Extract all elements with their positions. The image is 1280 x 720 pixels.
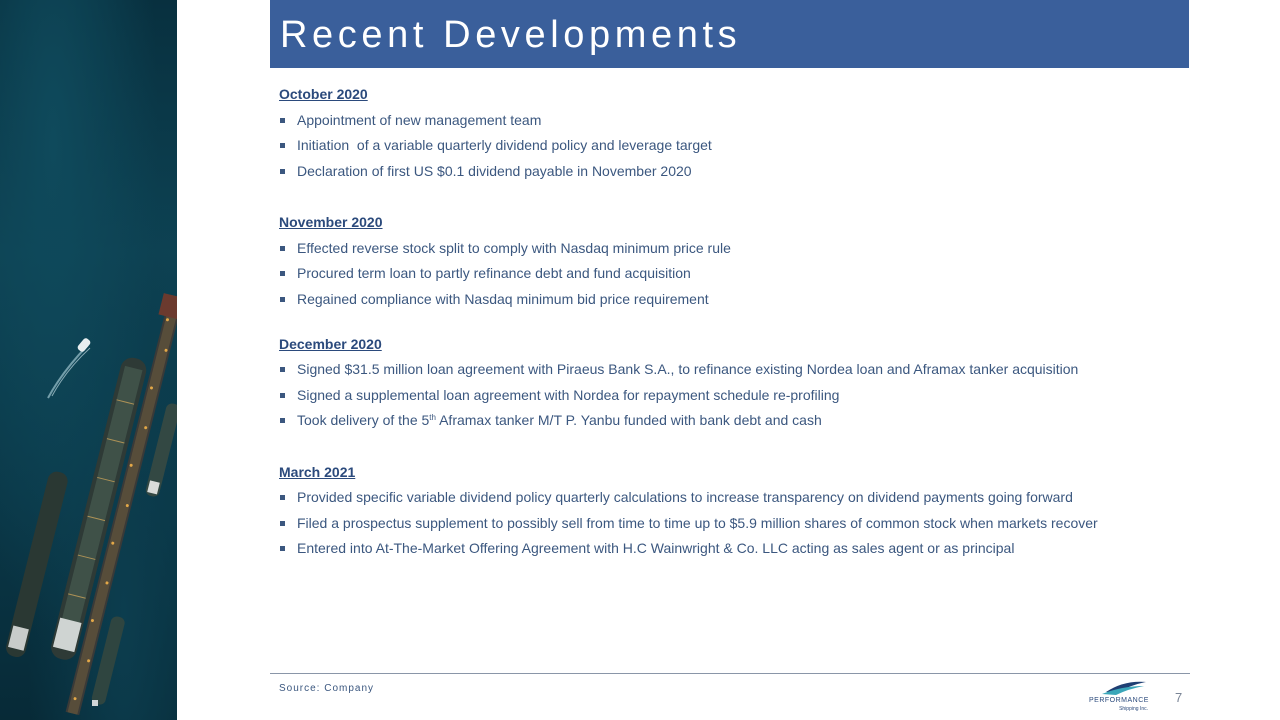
page-title: Recent Developments — [280, 14, 742, 56]
square-bullet-icon — [280, 118, 285, 123]
square-bullet-icon — [280, 521, 285, 526]
section-heading-november-2020: November 2020 — [279, 214, 383, 230]
square-bullet-icon — [280, 169, 285, 174]
source-note: Source: Company — [279, 683, 375, 694]
square-bullet-icon — [280, 393, 285, 398]
performance-ship-logo — [1086, 676, 1152, 716]
aerial-tanker-photo — [0, 0, 177, 720]
footer-divider — [270, 673, 1190, 674]
square-bullet-icon — [280, 418, 285, 423]
title-banner — [270, 0, 1189, 68]
section-heading-december-2020: December 2020 — [279, 336, 382, 352]
square-bullet-icon — [280, 367, 285, 372]
square-bullet-icon — [280, 271, 285, 276]
square-bullet-icon — [280, 546, 285, 551]
square-bullet-icon — [280, 246, 285, 251]
tanker-jetty-illustration — [0, 0, 177, 720]
section-heading-march-2021: March 2021 — [279, 464, 356, 480]
logo-subtitle: Shipping Inc. — [1119, 706, 1148, 712]
square-bullet-icon — [280, 495, 285, 500]
logo-wordmark: PERFORMANCE — [1089, 697, 1149, 704]
ship-logo-icon — [1086, 676, 1152, 698]
square-bullet-icon — [280, 297, 285, 302]
square-bullet-icon — [280, 143, 285, 148]
section-heading-october-2020: October 2020 — [279, 86, 368, 102]
page-number: 7 — [1175, 690, 1183, 705]
